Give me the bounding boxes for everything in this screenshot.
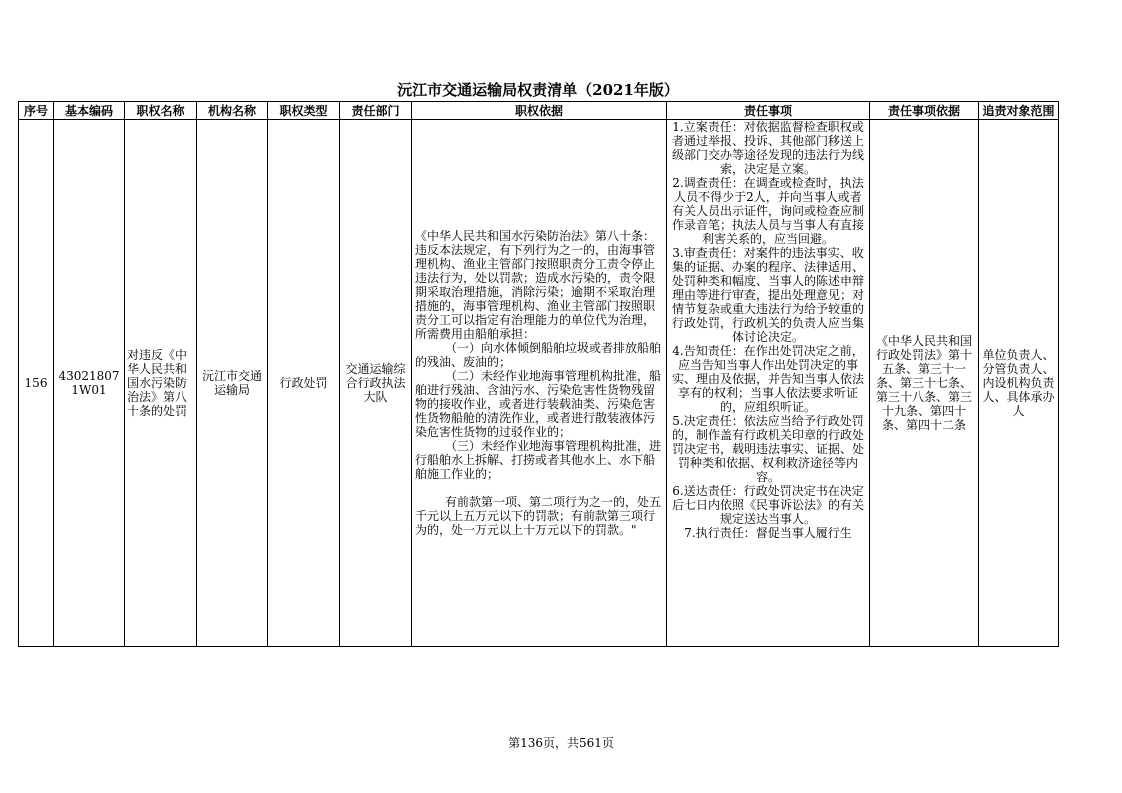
cell-power-name: 对违反《中华人民共和国水污染防治法》第八十条的处罚	[125, 120, 197, 647]
cell-accountability: 单位负责人、分管负责人、内设机构负责人、具体承办人	[979, 120, 1059, 647]
header-no: 序号	[19, 102, 54, 120]
header-dept: 责任部门	[340, 102, 412, 120]
resp-item-4: 4.告知责任：在作出处罚决定之前，应当告知当事人作出处罚决定的事实、理由及依据，并告知当事人依法享有的权利；当事人依法要求听证的，应组织听证。	[671, 344, 864, 414]
power-responsibility-table	[18, 101, 1059, 647]
basis-penalty: 有前款第一项、第二项行为之一的，处五千元以上五万元以下的罚款；有前款第三项行为的，处一万元以上十万元以下的罚款。"	[415, 495, 662, 537]
basis-paragraph: 《中华人民共和国水污染防治法》第八十条：违反本法规定，有下列行为之一的，由海事管理机构、渔业主管部门按照职责分工责令停止违法行为，处以罚款；造成水污染的，责令限期采取治理措施，消除污染；逾期不采取治理措施的，海事管理机构、渔业主管部门按照职责分工可以指定有治理能力的单位代为治理，所需费用由船舶承担：	[415, 229, 656, 341]
resp-item-1: 1.立案责任：对依据监督检查职权或者通过举报、投诉、其他部门移送上级部门交办等途径发现的违法行为线索，决定是立案。	[671, 120, 864, 176]
header-resp: 责任事项	[667, 102, 870, 120]
cell-no: 156	[19, 120, 54, 647]
page-title: 沅江市交通运输局权责清单（2021年版）	[397, 81, 679, 99]
header-accountability: 追责对象范围	[979, 102, 1059, 120]
cell-basis	[412, 120, 667, 647]
resp-item-7: 7.执行责任：督促当事人履行生	[684, 526, 852, 540]
resp-item-3: 3.审查责任：对案件的违法事实、收集的证据、办案的程序、法律适用、处罚种类和幅度、当事人的陈述申辩理由等进行审查，提出处理意见；对情节复杂或重大违法行为给予较重的行政处罚，行政机关的负责人应当集体讨论决定。	[671, 246, 864, 344]
header-power-type: 职权类型	[268, 102, 340, 120]
page-footer: 第136页，共561页	[508, 736, 614, 750]
header-row	[19, 102, 1059, 120]
table-row	[19, 120, 1059, 647]
basis-item-1: （一）向水体倾倒船舶垃圾或者排放船舶的残油、废油的；	[415, 341, 662, 369]
resp-item-6: 6.送达责任：行政处罚决定书在决定后七日内依照《民事诉讼法》的有关规定送达当事人。	[671, 484, 864, 526]
header-resp-basis: 责任事项依据	[870, 102, 979, 120]
header-basis: 职权依据	[412, 102, 667, 120]
basis-item-3: （三）未经作业地海事管理机构批准，进行船舶水上拆解、打捞或者其他水上、水下船舶施工作业的；	[415, 439, 662, 481]
cell-dept: 交通运输综合行政执法大队	[340, 120, 412, 647]
cell-code: 430218071W01	[54, 120, 125, 647]
cell-resp-basis: 《中华人民共和国行政处罚法》第十五条、第三十一条、第三十七条、第三十八条、第三十九条、第四十条、第四十二条	[870, 120, 979, 647]
cell-org-name: 沅江市交通运输局	[197, 120, 268, 647]
header-org-name: 机构名称	[197, 102, 268, 120]
header-power-name: 职权名称	[125, 102, 197, 120]
resp-item-2: 2.调查责任：在调查或检查时，执法人员不得少于2人，并向当事人或者有关人员出示证件，询问或检查应制作录音笔；执法人员与当事人有直接利害关系的，应当回避。	[671, 176, 864, 246]
resp-item-5: 5.决定责任：依法应当给予行政处罚的，制作盖有行政机关印章的行政处罚决定书，载明违法事实、证据、处罚种类和依据、权利救济途径等内容。	[671, 414, 864, 484]
header-code: 基本编码	[54, 102, 125, 120]
basis-item-2: （二）未经作业地海事管理机构批准，船舶进行残油、含油污水、污染危害性货物残留物的接收作业，或者进行装载油类、污染危害性货物船舱的清洗作业，或者进行散装液体污染危害性货物的过驳作业的；	[415, 369, 662, 439]
cell-resp	[667, 120, 870, 647]
cell-power-type: 行政处罚	[268, 120, 340, 647]
